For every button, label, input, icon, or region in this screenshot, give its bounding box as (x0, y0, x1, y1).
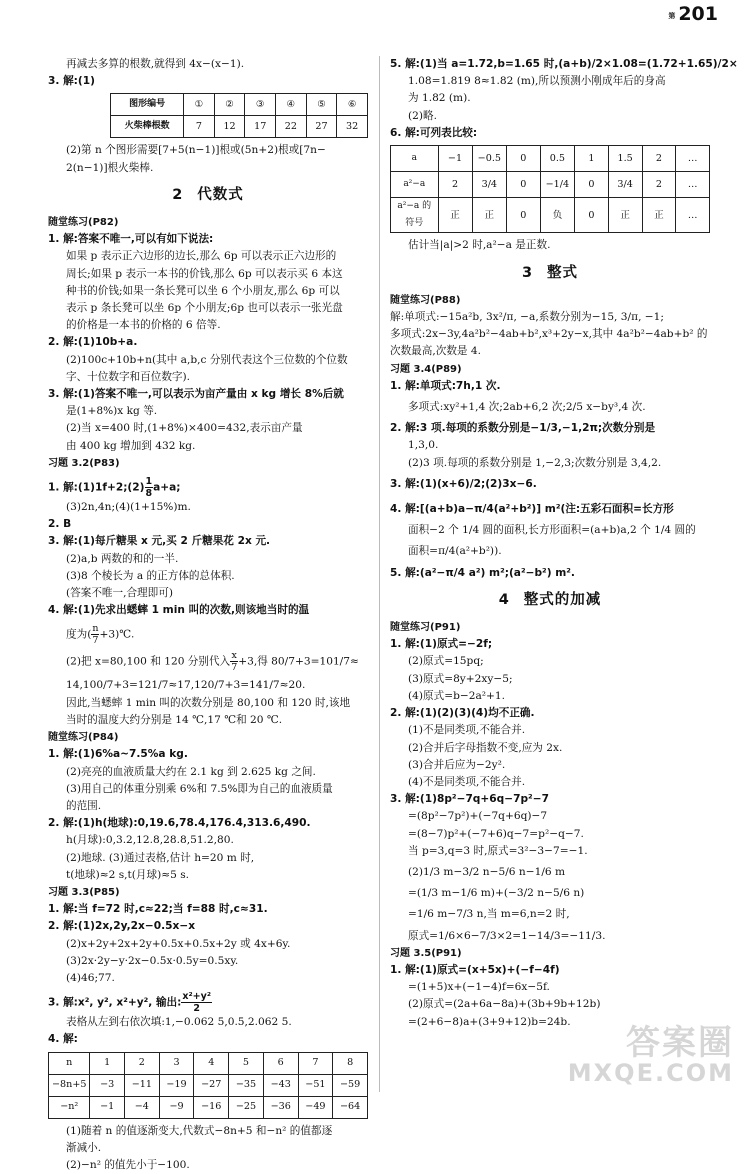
text-line: (2)−n² 的值先小于−100. (66, 1158, 190, 1171)
table-cell: −36 (263, 1096, 298, 1118)
site-watermark: 答案圈 MXQE.COM (567, 1023, 734, 1087)
table-cell: ⑥ (337, 94, 368, 116)
text-line: (2)地球. (3)通过表格,估计 h=20 m 时, (66, 851, 255, 864)
text-line: 的范围. (66, 799, 102, 812)
text-line: (2)略. (408, 109, 437, 122)
text-line: (2)原式=(2a+6a−8a)+(3b+9b+12b) (408, 998, 601, 1011)
fraction: $\frac{1}{8}$ (145, 476, 153, 500)
table-row (111, 116, 368, 138)
table-cell: 7 (184, 116, 215, 138)
subsection-heading: 随堂练习(P91) (390, 622, 461, 634)
table-cell: 3/4 (472, 172, 507, 198)
table-cell: 12 (214, 116, 245, 138)
table-cell: −27 (194, 1074, 229, 1096)
text-line: 6. 解:可列表比较: (390, 126, 478, 139)
table-cell: 0 (507, 198, 540, 233)
table-cell: 1.5 (608, 146, 642, 172)
table-cell: −19 (159, 1074, 194, 1096)
text-line: 2. B (48, 518, 72, 531)
text-line: (1)不是同类项,不能合并. (408, 724, 526, 737)
section-title-4: 4 整式的加减 (498, 591, 602, 608)
table-cell: −64 (333, 1096, 368, 1118)
text-line: (2)a,b 两数的和的一半. (66, 552, 179, 565)
text-line: 因此,当蟋蟀 1 min 叫的次数分别是 80,100 和 120 时,该地 (66, 696, 351, 709)
text-line: 1. 解:(1)原式=−2f; (390, 638, 493, 651)
table-cell: … (676, 172, 710, 198)
text-line: 14,100/7+3=121/7≈17,120/7+3=141/7≈20. (66, 679, 306, 692)
text-line: 渐减小. (66, 1141, 102, 1154)
table-cell: −1 (438, 146, 472, 172)
text-line: 5. 解:(1)当 a=1.72,b=1.65 时,(a+b)/2×1.08=(1.72+1.65)/2× (390, 58, 738, 70)
text-line: 当 p=3,q=3 时,原式=3²−3−7=−1. (408, 844, 588, 857)
text-line: 4. 解:(1)先求出蟋蟀 1 min 叫的次数,则该地当时的温 (48, 604, 310, 617)
table-cell: 8 (333, 1052, 368, 1074)
table-row (49, 1074, 368, 1096)
subsection-heading: 习题 3.3(P85) (48, 886, 120, 898)
text-line: (2)3 项.每项的系数分别是 1,−2,3;次数分别是 3,4,2. (408, 456, 662, 469)
table-cell: 7 (298, 1052, 333, 1074)
text-line: 1,3,0. (408, 439, 439, 452)
table-cell: −3 (90, 1074, 124, 1096)
table-cell: 27 (306, 116, 337, 138)
table-row (49, 1096, 368, 1118)
subsection-heading: 习题 3.4(P89) (390, 363, 462, 375)
text-line: 3. 解:(1)(x+6)/2;(2)3x−6. (390, 477, 537, 490)
table-cell: −8n+5 (49, 1074, 90, 1096)
text-line: 2(n−1)]根火柴棒. (66, 161, 154, 174)
table-cell: ① (184, 94, 215, 116)
sequence-table (48, 1052, 368, 1119)
table-cell: −35 (229, 1074, 264, 1096)
text-line: 2. 解:(1)h(地球):0,19.6,78.4,176.4,313.6,490. (48, 817, 311, 830)
table-cell: −n² (49, 1096, 90, 1118)
text-line: (3)2n,4n;(4)(1+15%)m. (66, 501, 191, 514)
table-cell: 正 (438, 198, 472, 233)
table-cell: 6 (263, 1052, 298, 1074)
subsection-heading: 习题 3.2(P83) (48, 457, 120, 469)
table-cell: −49 (298, 1096, 333, 1118)
text-line: (2)1/3 m−3/2 n−5/6 n−1/6 m (408, 865, 566, 878)
text-line: 解:单项式:−15a²b, 3x²/π, −a,系数分别为−15, 3/π, −1; (390, 311, 664, 324)
text-line: 1. 解:(1)6%a~7.5%a kg. (48, 748, 188, 761)
text-line: (2)当 x=400 时,(1+8%)×400=432,表示亩产量 (66, 422, 303, 435)
table-cell: 正 (642, 198, 676, 233)
table-cell: 22 (276, 116, 307, 138)
table-cell: −9 (159, 1096, 194, 1118)
text-line: (2)把 x=80,100 和 120 分别代入 $\frac{x}{7}$ +3,得 80/7+3=101/7≈ (66, 650, 359, 674)
table-row (391, 146, 710, 172)
table-row (391, 198, 710, 233)
text-line: =1/6 m−7/3 n,当 m=6,n=2 时, (408, 908, 570, 921)
text-line: 3. 解:(1)每斤糖果 x 元,买 2 斤糖果花 2x 元. (48, 535, 271, 548)
text-line: 如果 p 表示正六边形的边长,那么 6p 可以表示正六边形的 (66, 250, 337, 263)
subsection-heading: 随堂练习(P82) (48, 217, 119, 229)
text-line: (2)100c+10b+n(其中 a,b,c 分别代表这个三位数的个位数 (66, 353, 348, 366)
left-column (48, 56, 368, 1174)
question-label: 3. 解:(1) (48, 75, 95, 88)
text-line: (2)合并后字母指数不变,应为 2x. (408, 741, 563, 754)
table-cell: 0 (507, 146, 540, 172)
table-cell: a²−a 的符号 (391, 198, 439, 233)
text-line: (答案不唯一,合理即可) (66, 587, 173, 600)
table-cell: −11 (124, 1074, 159, 1096)
text-line: (4)不是同类项,不能合并. (408, 775, 526, 788)
text-line: =(1/3 m−1/6 m)+(−3/2 n−5/6 n) (408, 887, 585, 900)
text-line: 多项式:xy²+1,4 次;2ab+6,2 次;2/5 x−by³,4 次. (408, 401, 646, 414)
text-line: 由 400 kg 增加到 432 kg. (66, 439, 196, 452)
table-cell: −59 (333, 1074, 368, 1096)
right-column (390, 56, 738, 1031)
text-line: 多项式:2x−3y,4a²b²−4ab+b²,x³+2y−x,其中 4a²b²−4ab+b² 的 (390, 328, 708, 341)
table-row (111, 94, 368, 116)
table-cell: −1 (90, 1096, 124, 1118)
text-line: (2)第 n 个图形需要[7+5(n−1)]根或(5n+2)根或[7n− (66, 144, 326, 157)
text-line: 1. 解:当 f=72 时,c≈22;当 f=88 时,c≈31. (48, 903, 268, 916)
table-cell: 2 (642, 172, 676, 198)
table-row (49, 1052, 368, 1074)
table-cell: n (49, 1052, 90, 1074)
text-line: (3)2x·2y−y·2x−0.5x·0.5y=0.5xy. (66, 954, 239, 967)
text-line: 当时的温度大约分别是 14 ℃,17 ℃和 20 ℃. (66, 713, 283, 726)
table-cell: −43 (263, 1074, 298, 1096)
text-line: =(8−7)p²+(−7+6)q−7=p²−q−7. (408, 827, 584, 840)
table-cell: 正 (608, 198, 642, 233)
text-line: 面积−2 个 1/4 圆的面积,长方形面积=(a+b)a,2 个 1/4 圆的 (408, 524, 696, 537)
text-line: 种书的价钱;如果一条长凳可以坐 6 个小朋友,那么 6p 可以 (66, 284, 340, 297)
table-cell: −51 (298, 1074, 333, 1096)
table-cell: 1 (90, 1052, 124, 1074)
text-line: 1. 解:(1)1f+2;(2) $\frac{1}{8}$ a+a; (48, 476, 181, 500)
table-cell: 1 (575, 146, 608, 172)
table-cell: ④ (276, 94, 307, 116)
text-line: 为 1.82 (m). (408, 92, 471, 105)
text-line: 1.08=1.819 8≈1.82 (m),所以预测小刚成年后的身高 (408, 75, 666, 88)
table-cell: ③ (245, 94, 276, 116)
section-title-2: 2 代数式 (172, 186, 244, 203)
table-cell: 5 (229, 1052, 264, 1074)
text-line: =(1+5)x+(−1−4)f=6x−5f. (408, 981, 550, 994)
text-line: 2. 解:(1)(2)(3)(4)均不正确. (390, 707, 535, 720)
text-line: 原式=1/6×6−7/3×2=1−14/3=−11/3. (408, 929, 606, 942)
subsection-heading: 随堂练习(P88) (390, 294, 461, 306)
text-line: (4)46;77. (66, 971, 115, 984)
table-cell: 3 (159, 1052, 194, 1074)
comparison-table (390, 145, 710, 233)
table-cell: −25 (229, 1096, 264, 1118)
text-line: 3. 解:(1)答案不唯一,可以表示为亩产量由 x kg 增长 8%后就 (48, 388, 344, 401)
text-line: 次数最高,次数是 4. (390, 345, 481, 358)
table-cell: 17 (245, 116, 276, 138)
table-cell: 2 (642, 146, 676, 172)
text-line: =(2+6−8)a+(3+9+12)b=24b. (408, 1015, 571, 1028)
table-cell: a (391, 146, 439, 172)
text-line: 周长;如果 p 表示一本书的价钱,那么 6p 可以表示买 6 本这 (66, 267, 343, 280)
table-cell: 0 (575, 198, 608, 233)
page-mark: 第 (668, 12, 676, 20)
text-line: 2. 解:(1)2x,2y,2x−0.5x−x (48, 920, 196, 933)
text-line: (2)原式=15pq; (408, 655, 484, 668)
text-line: 5. 解:(a²−π/4 a²) m²;(a²−b²) m². (390, 566, 575, 579)
table-cell: … (676, 146, 710, 172)
text-line: 表格从左到右依次填:1,−0.062 5,0.5,2.062 5. (66, 1016, 292, 1029)
text-line: t(地球)≈2 s,t(月球)≈5 s. (66, 868, 189, 881)
table-cell: −4 (124, 1096, 159, 1118)
text-line: 3. 解:(1)8p²−7q+6q−7p²−7 (390, 793, 549, 806)
subsection-heading: 随堂练习(P84) (48, 732, 119, 744)
fraction: $\frac{n}{7}$ (92, 623, 99, 647)
table-cell: 负 (540, 198, 575, 233)
table-cell: 火柴棒根数 (111, 116, 184, 138)
table-cell: … (676, 198, 710, 233)
table-cell: 0 (575, 172, 608, 198)
text-line: (1)随着 n 的值逐渐变大,代数式−8n+5 和−n² 的值都逐 (66, 1124, 333, 1137)
table-row (391, 172, 710, 198)
text-line: 再减去多算的根数,就得到 4x−(x−1). (66, 58, 245, 70)
table-cell: ⑤ (306, 94, 337, 116)
table-cell: 2 (124, 1052, 159, 1074)
table-cell: a²−a (391, 172, 439, 198)
table-cell: 2 (438, 172, 472, 198)
text-line: 1. 解:(1)原式=(x+5x)+(−f−4f) (390, 963, 560, 976)
text-line: (2)x+2y+2x+2y+0.5x+0.5x+2y 或 4x+6y. (66, 937, 291, 950)
text-line: 3. 解:x², y², x²+y², 输出: $\frac{\text{x²+y²}}{2}$ (48, 991, 211, 1015)
text-line: 度为( $\frac{n}{7}$ +3)℃. (66, 623, 135, 647)
text-line: 1. 解:答案不唯一,可以有如下说法: (48, 233, 214, 246)
table-cell: 0 (507, 172, 540, 198)
text-line: 面积=π/4(a²+b²)). (408, 545, 502, 558)
table-cell: ② (214, 94, 245, 116)
table-cell: 4 (194, 1052, 229, 1074)
text-line: (3)用自己的体重分别乘 6%和 7.5%即为自己的血液质量 (66, 782, 333, 795)
table-cell: 32 (337, 116, 368, 138)
text-line: (3)8 个棱长为 a 的正方体的总体积. (66, 569, 235, 582)
text-line: h(月球):0,3.2,12.8,28.8,51.2,80. (66, 834, 234, 847)
text-line: (2)亮亮的血液质量大约在 2.1 kg 到 2.625 kg 之间. (66, 765, 316, 778)
table-cell: 图形编号 (111, 94, 184, 116)
table-cell: −0.5 (472, 146, 507, 172)
fraction: $\frac{\text{x²+y²}}{2}$ (182, 991, 211, 1015)
text-line: 2. 解:(1)10b+a. (48, 336, 138, 349)
matchstick-table (110, 93, 368, 138)
page-number: 第 201 (668, 3, 718, 25)
subsection-heading: 习题 3.5(P91) (390, 947, 462, 959)
question-label: 4. 解: (48, 1033, 78, 1046)
text-line: 估计当|a|>2 时,a²−a 是正数. (408, 239, 551, 252)
text-line: 4. 解:[(a+b)a−π/4(a²+b²)] m²(注:五彩石面积=长方形 (390, 503, 674, 516)
column-divider (379, 56, 380, 1092)
section-title-3: 3 整式 (521, 264, 579, 281)
text-line: 是(1+8%)x kg 等. (66, 405, 158, 418)
text-line: 的价格是一本书的价格的 6 倍等. (66, 319, 221, 332)
text-line: 1. 解:单项式:7h,1 次. (390, 379, 501, 392)
table-cell: 正 (472, 198, 507, 233)
text-line: (3)原式=8y+2xy−5; (408, 672, 513, 685)
text-line: 字、十位数字和百位数字). (66, 370, 191, 383)
text-line: 表示 p 条长凳可以坐 6p 个小朋友;6p 也可以表示一张光盘 (66, 302, 343, 315)
table-cell: −16 (194, 1096, 229, 1118)
text-line: 2. 解:3 项.每项的系数分别是−1/3,−1,2π;次数分别是 (390, 422, 656, 435)
fraction: $\frac{x}{7}$ (231, 650, 238, 674)
table-cell: 0.5 (540, 146, 575, 172)
text-line: (4)原式=b−2a²+1. (408, 689, 506, 702)
text-line: (3)合并后应为−2y². (408, 758, 506, 771)
text-line: =(8p²−7p²)+(−7q+6q)−7 (408, 810, 548, 823)
table-cell: 3/4 (608, 172, 642, 198)
table-cell: −1/4 (540, 172, 575, 198)
